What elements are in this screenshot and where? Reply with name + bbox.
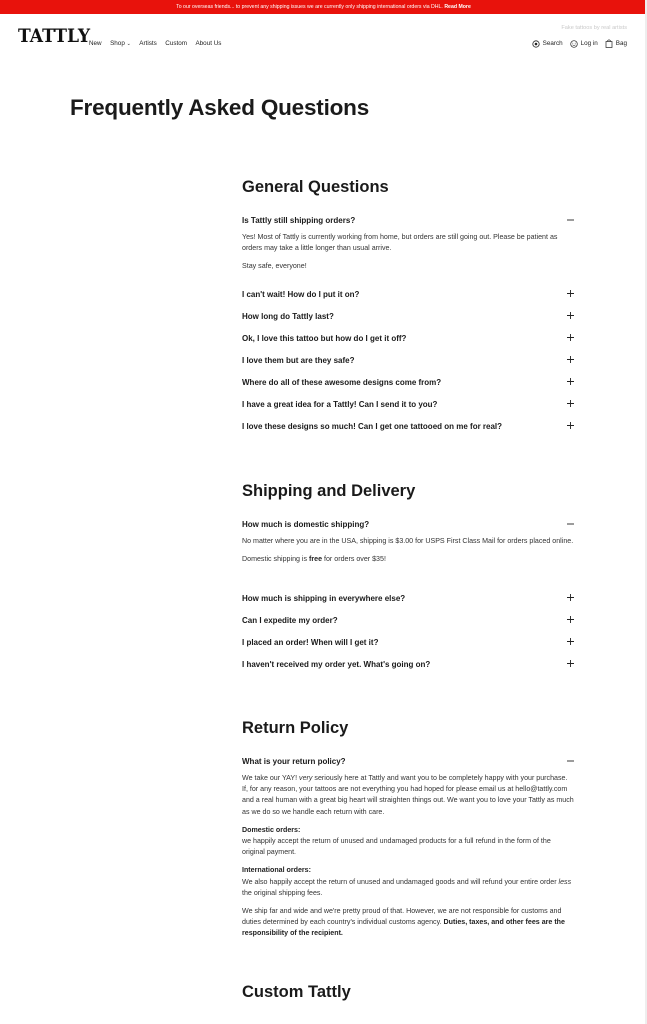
- page-title: Frequently Asked Questions: [70, 95, 370, 120]
- answer-paragraph: [242, 825, 575, 859]
- answer-paragraph: Yes! Most of Tattly is currently working from home, but orders are still going out. Please be patient as orders may take a little longer than usual arrive.: [242, 233, 558, 253]
- answer-label: Domestic orders:: [242, 825, 301, 834]
- faq-question-text: Where do all of these awesome designs come from?: [242, 378, 442, 387]
- faq-question[interactable]: [242, 356, 575, 366]
- section-general: [242, 178, 575, 431]
- faq-question-text: I love them but are they safe?: [242, 356, 355, 365]
- faq-question-text: How much is shipping in everywhere else?: [242, 594, 406, 603]
- nav-shop[interactable]: [110, 40, 131, 47]
- faq-question-text: What is your return policy?: [242, 757, 346, 766]
- answer-paragraph: No matter where you are in the USA, shipping is $3.00 for USPS First Class Mail for orders placed online.: [242, 537, 574, 545]
- faq-question-text: How long do Tattly last?: [242, 312, 334, 321]
- site-header: [0, 14, 647, 58]
- login-button[interactable]: [570, 39, 598, 48]
- plus-icon[interactable]: [566, 421, 575, 430]
- answer-text: We take our YAY!: [242, 774, 300, 782]
- faq-question-text: How much is domestic shipping?: [242, 520, 370, 529]
- plus-icon[interactable]: [566, 289, 575, 298]
- section-shipping: [242, 482, 575, 669]
- section-heading: General Questions: [242, 178, 389, 196]
- search-button[interactable]: [532, 39, 563, 48]
- bag-button[interactable]: [605, 39, 627, 48]
- answer-text: we happily accept the return of unused and undamaged products for a full refund in the form of the original payment.: [242, 837, 551, 857]
- plus-icon[interactable]: [566, 355, 575, 364]
- answer-text: for orders over $35!: [322, 555, 386, 564]
- search-label: Search: [542, 40, 563, 47]
- faq-answer: [242, 232, 575, 280]
- section-heading: Shipping and Delivery: [242, 482, 416, 500]
- faq-answer: [242, 773, 575, 947]
- answer-paragraph: [242, 865, 575, 899]
- faq-question-text: Can I expedite my order?: [242, 616, 338, 625]
- answer-emphasis: very: [299, 774, 313, 782]
- faq-question[interactable]: [242, 422, 575, 432]
- plus-icon[interactable]: [566, 637, 575, 646]
- nav-about-us[interactable]: About Us: [195, 40, 222, 47]
- announcement-text: To our overseas friends... to prevent any shipping issues we are currently only shipping international orders via DHL.: [176, 4, 443, 10]
- plus-icon[interactable]: [566, 333, 575, 342]
- faq-question-open[interactable]: [242, 757, 575, 767]
- nav-custom[interactable]: Custom: [165, 40, 187, 47]
- answer-label: International orders:: [242, 866, 311, 875]
- faq-question[interactable]: [242, 638, 575, 648]
- faq-question-open[interactable]: [242, 520, 575, 530]
- faq-question[interactable]: [242, 660, 575, 670]
- smiley-icon: [570, 40, 578, 48]
- section-heading: Return Policy: [242, 719, 349, 737]
- faq-question-text: I placed an order! When will I get it?: [242, 638, 379, 647]
- faq-question[interactable]: [242, 290, 575, 300]
- utility-nav: [525, 39, 627, 48]
- section-returns: [242, 719, 575, 938]
- read-more-link[interactable]: Read More: [444, 4, 471, 10]
- answer-text: the original shipping fees.: [242, 888, 323, 897]
- faq-question-text: I love these designs so much! Can I get one tattooed on me for real?: [242, 422, 503, 431]
- bag-icon: [605, 39, 613, 48]
- section-heading: Custom Tattly: [242, 983, 351, 1001]
- answer-bold: Duties, taxes, and other fees are the responsibility of the recipient.: [242, 918, 565, 938]
- nav-shop-label: Shop: [110, 40, 125, 47]
- answer-text: We ship far and wide and we're pretty proud of that. However, we are not responsible for customs and duties determined by each country's individual customs agency.: [242, 907, 562, 927]
- faq-question[interactable]: [242, 616, 575, 626]
- faq-question[interactable]: [242, 334, 575, 344]
- answer-text: seriously here at Tattly and want you to be completely happy with your purchase. If, for any reason, your tattoos are not everything you had hoped for please email us at hello@tattly.com and a real human with a great big heart will straighten things out. We want you to love your Tattly as much as we do so we handle each return with care.: [242, 774, 574, 816]
- plus-icon[interactable]: [566, 311, 575, 320]
- faq-question-text: I can't wait! How do I put it on?: [242, 290, 360, 299]
- faq-question-open[interactable]: [242, 216, 575, 226]
- faq-question-text: Is Tattly still shipping orders?: [242, 216, 356, 225]
- plus-icon[interactable]: [566, 659, 575, 668]
- answer-paragraph: [242, 554, 575, 565]
- plus-icon[interactable]: [566, 399, 575, 408]
- answer-text: We also happily accept the return of unused and undamaged goods and will refund your entire order: [242, 877, 559, 886]
- faq-answer: [242, 536, 575, 572]
- main-nav: [89, 40, 230, 47]
- login-label: Log in: [580, 40, 598, 47]
- announcement-bar: [0, 0, 647, 14]
- tagline: Fake tattoos by real artists: [561, 25, 627, 31]
- answer-paragraph: Stay safe, everyone!: [242, 262, 307, 271]
- answer-bold: free: [309, 555, 323, 564]
- faq-question[interactable]: [242, 400, 575, 410]
- chevron-down-icon: ⌄: [126, 41, 131, 47]
- nav-artists[interactable]: Artists: [139, 40, 157, 47]
- answer-text: Domestic shipping is: [242, 555, 310, 564]
- nav-new[interactable]: New: [89, 40, 102, 47]
- minus-icon[interactable]: [566, 756, 575, 765]
- search-icon: [532, 40, 540, 48]
- answer-paragraph: [242, 773, 575, 818]
- plus-icon[interactable]: [566, 615, 575, 624]
- plus-icon[interactable]: [566, 377, 575, 386]
- faq-question-text: I haven't received my order yet. What's going on?: [242, 660, 431, 669]
- tattly-logo[interactable]: TATTLY: [18, 25, 91, 47]
- minus-icon[interactable]: [566, 215, 575, 224]
- answer-paragraph: [242, 906, 575, 940]
- faq-question[interactable]: [242, 378, 575, 388]
- faq-question-text: Ok, I love this tattoo but how do I get it off?: [242, 334, 407, 343]
- faq-question-text: I have a great idea for a Tattly! Can I send it to you?: [242, 400, 438, 409]
- answer-emphasis: less: [558, 877, 572, 886]
- minus-icon[interactable]: [566, 519, 575, 528]
- faq-question[interactable]: [242, 594, 575, 604]
- plus-icon[interactable]: [566, 593, 575, 602]
- faq-question[interactable]: [242, 312, 575, 322]
- bag-label: Bag: [615, 40, 627, 47]
- section-custom: [242, 983, 575, 1001]
